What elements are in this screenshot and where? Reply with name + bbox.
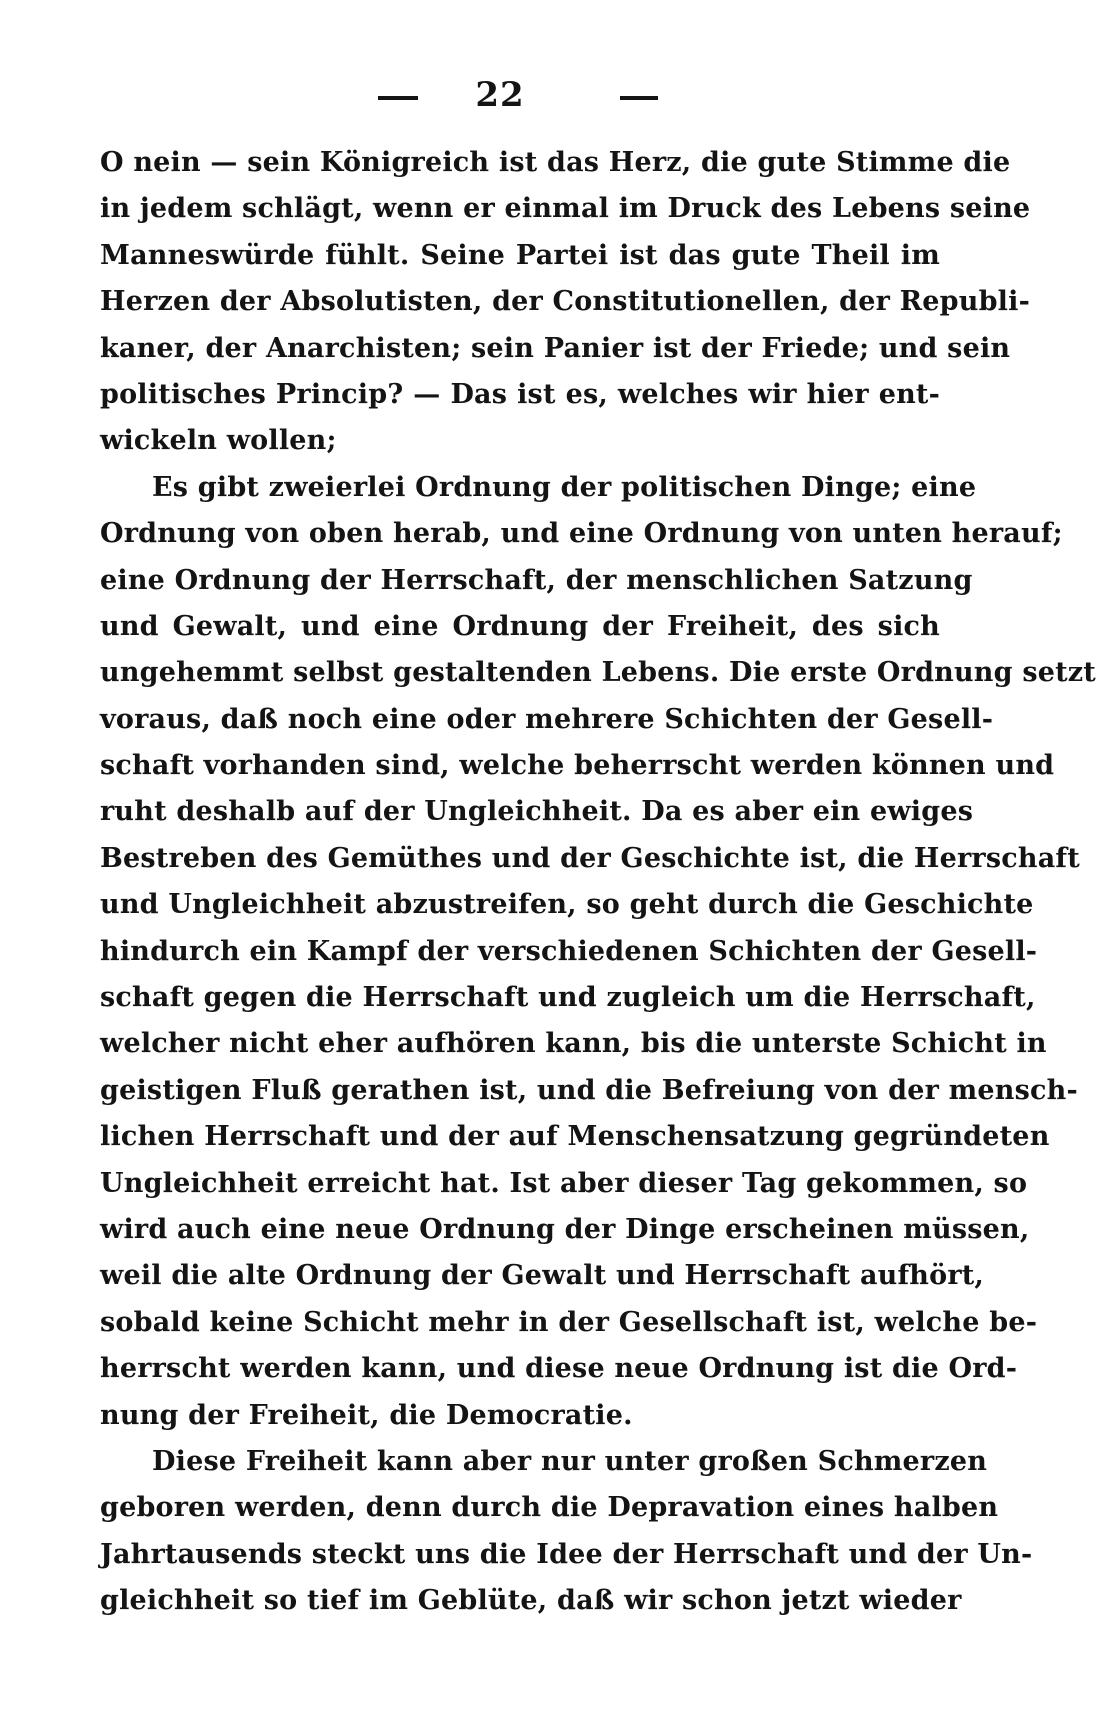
text-line: eine Ordnung der Herrschaft, der menschlichen Satzung [100, 564, 973, 596]
page-header [0, 70, 1000, 120]
text-line: geboren werden, denn durch die Depravation eines halben [100, 1492, 999, 1524]
text-line: hindurch ein Kampf der verschiedenen Schichten der Gesell- [100, 935, 1038, 967]
text-line: voraus, daß noch eine oder mehrere Schichten der Gesell- [100, 703, 994, 735]
text-line: geistigen Fluß gerathen ist, und die Befreiung von der mensch- [100, 1074, 1078, 1106]
page-number: 22 [475, 75, 525, 115]
text-line: wird auch eine neue Ordnung der Dinge erscheinen müssen, [100, 1213, 1030, 1245]
text-line: und Gewalt, und eine Ordnung der Freiheit, des sich [100, 610, 940, 642]
text-line: gleichheit so tief im Geblüte, daß wir schon jetzt wieder [100, 1585, 962, 1617]
text-line: O nein — sein Königreich ist das Herz, die gute Stimme die [100, 147, 1011, 178]
text-line: welcher nicht eher aufhören kann, bis die unterste Schicht in [100, 1028, 1047, 1060]
text-line: ungehemmt selbst gestaltenden Lebens. Die erste Ordnung setzt [100, 657, 1096, 689]
text-line: lichen Herrschaft und der auf Menschensatzung gegründeten [100, 1121, 1050, 1153]
text-line: und Ungleichheit abzustreifen, so geht durch die Geschichte [100, 889, 1034, 921]
body-text [100, 140, 1096, 1625]
text-line: sobald keine Schicht mehr in der Gesellschaft ist, welche be- [100, 1306, 1038, 1338]
text-line: kaner, der Anarchisten; sein Panier ist der Friede; und sein [100, 332, 1011, 364]
text-line: Ordnung von oben herab, und eine Ordnung von unten herauf; [100, 518, 1063, 550]
text-line: Es gibt zweierlei Ordnung der politischen Dinge; eine [152, 471, 977, 503]
text-line: schaft vorhanden sind, welche beherrscht werden können und [100, 750, 1055, 782]
text-line: Jahrtausends steckt uns die Idee der Herrschaft und der Un- [100, 1538, 1033, 1570]
text-line: ruht deshalb auf der Ungleichheit. Da es aber ein ewiges [100, 796, 974, 828]
text-line: in jedem schlägt, wenn er einmal im Druck des Lebens seine [100, 193, 1031, 225]
header-dash-right [620, 96, 658, 100]
text-line: Manneswürde fühlt. Seine Partei ist das gute Theil im [100, 239, 940, 271]
text-line: nung der Freiheit, die Democratie. [100, 1399, 633, 1431]
text-line: Diese Freiheit kann aber nur unter großen Schmerzen [152, 1445, 988, 1477]
text-line: Bestreben des Gemüthes und der Geschichte ist, die Herrschaft [100, 842, 1080, 874]
text-line: schaft gegen die Herrschaft und zugleich um die Herrschaft, [100, 982, 1036, 1014]
text-line: Ungleichheit erreicht hat. Ist aber dieser Tag gekommen, so [100, 1167, 1028, 1199]
text-line: politisches Princip? — Das ist es, welches wir hier ent- [100, 378, 940, 410]
text-line: Herzen der Absolutisten, der Constitutionellen, der Republi- [100, 286, 1030, 318]
text-line: herrscht werden kann, und diese neue Ordnung ist die Ord- [100, 1353, 1018, 1385]
text-line: weil die alte Ordnung der Gewalt und Herrschaft aufhört, [100, 1260, 985, 1292]
text-line: wickeln wollen; [100, 425, 337, 457]
